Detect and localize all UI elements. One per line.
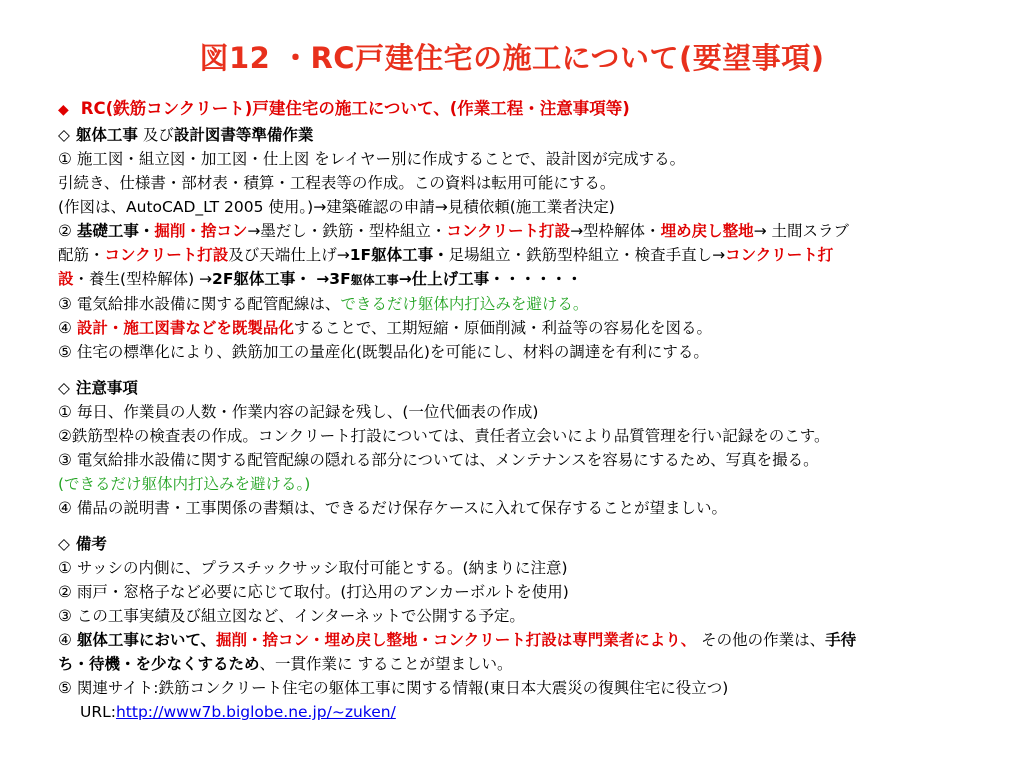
outline-diamond-icon: ◇ [58, 126, 70, 144]
work-line-1: ① 施工図・組立図・加工図・仕上図 をレイヤー別に作成することで、設計図が完成する。 [58, 150, 686, 168]
notes-line-1: ① 毎日、作業員の人数・作業内容の記録を残し、(一位代価表の作成) [58, 403, 539, 421]
work-line-8: ④ 設計・施工図書などを既製品化することで、工期短縮・原価削減・利益等の容易化を図る。 [58, 319, 713, 337]
work-line-4: ② 基礎工事・掘削・捨コン→墨だし・鉄筋・型枠組立・コンクリート打設→型枠解体・埋め戻し整地→ 土間スラブ [58, 222, 849, 240]
work-line-9: ⑤ 住宅の標準化により、鉄筋加工の量産化(既製品化)を可能にし、材料の調達を有利にする。 [58, 343, 709, 361]
work-line-5: 配筋・コンクリート打設及び天端仕上げ→1F躯体工事・足場組立・鉄筋型枠組立・検査手直し→コンクリート打 [58, 246, 834, 264]
section-heading-notes: ◇ 注意事項 [58, 379, 138, 397]
slide-body [58, 96, 988, 724]
outline-diamond-icon: ◇ [58, 379, 70, 397]
notes-line-3: ③ 電気給排水設備に関する配管配線の隠れる部分については、メンテナンスを容易にするため、写真を撮る。 [58, 451, 819, 469]
notes-line-4: (できるだけ躯体内打込みを避ける。) [58, 475, 311, 493]
notes-line-2: ②鉄筋型枠の検査表の作成。コンクリート打設については、責任者立会いにより品質管理を行い記録をのこす。 [58, 427, 830, 445]
work-line-6: 設・養生(型枠解体) →2F躯体工事・ →3F躯体工事→仕上げ工事・・・・・・ [58, 270, 583, 288]
work-line-7: ③ 電気給排水設備に関する配管配線は、できるだけ躯体内打込みを避ける。 [58, 295, 589, 313]
section-heading-work: ◇ 躯体工事 及び設計図書等準備作業 [58, 126, 314, 144]
work-line-2: 引続き、仕様書・部材表・積算・工程表等の作成。この資料は転用可能にする。 [58, 174, 616, 192]
work-line-3: (作図は、AutoCAD_LT 2005 使用。)→建築確認の申請→見積依頼(施工業者決定) [58, 198, 615, 216]
remarks-line-1: ① サッシの内側に、プラスチックサッシ取付可能とする。(納まりに注意) [58, 559, 568, 577]
lead-text: RC(鉄筋コンクリート)戸建住宅の施工について、(作業工程・注意事項等) [80, 99, 630, 118]
slide-title: 図12 ・RC戸建住宅の施工について(要望事項) [199, 41, 825, 75]
remarks-line-6: ⑤ 関連サイト:鉄筋コンクリート住宅の躯体工事に関する情報(東日本大震災の復興住宅に役立つ) [58, 679, 729, 697]
site-link[interactable]: http://www7b.biglobe.ne.jp/~zuken/ [115, 703, 396, 721]
section-heading-remarks: ◇ 備考 [58, 535, 107, 553]
remarks-line-5: ち・待機・を少なくするため、一貫作業に することが望ましい。 [58, 655, 513, 673]
url-line [58, 700, 988, 724]
remarks-line-4: ④ 躯体工事において、掘削・捨コン・埋め戻し整地・コンクリート打設は専門業者により、 その他の作業は、手待 [58, 631, 857, 649]
notes-line-5: ④ 備品の説明書・工事関係の書類は、できるだけ保存ケースに入れて保存することが望ましい。 [58, 499, 728, 517]
lead-line [58, 96, 988, 123]
outline-diamond-icon: ◇ [58, 535, 70, 553]
url-label: URL: [80, 703, 116, 721]
remarks-line-2: ② 雨戸・窓格子など必要に応じて取付。(打込用のアンカーボルトを使用) [58, 583, 569, 601]
remarks-line-3: ③ この工事実績及び組立図など、インターネットで公開する予定。 [58, 607, 525, 625]
diamond-bullet-icon: ◆ [58, 102, 69, 118]
